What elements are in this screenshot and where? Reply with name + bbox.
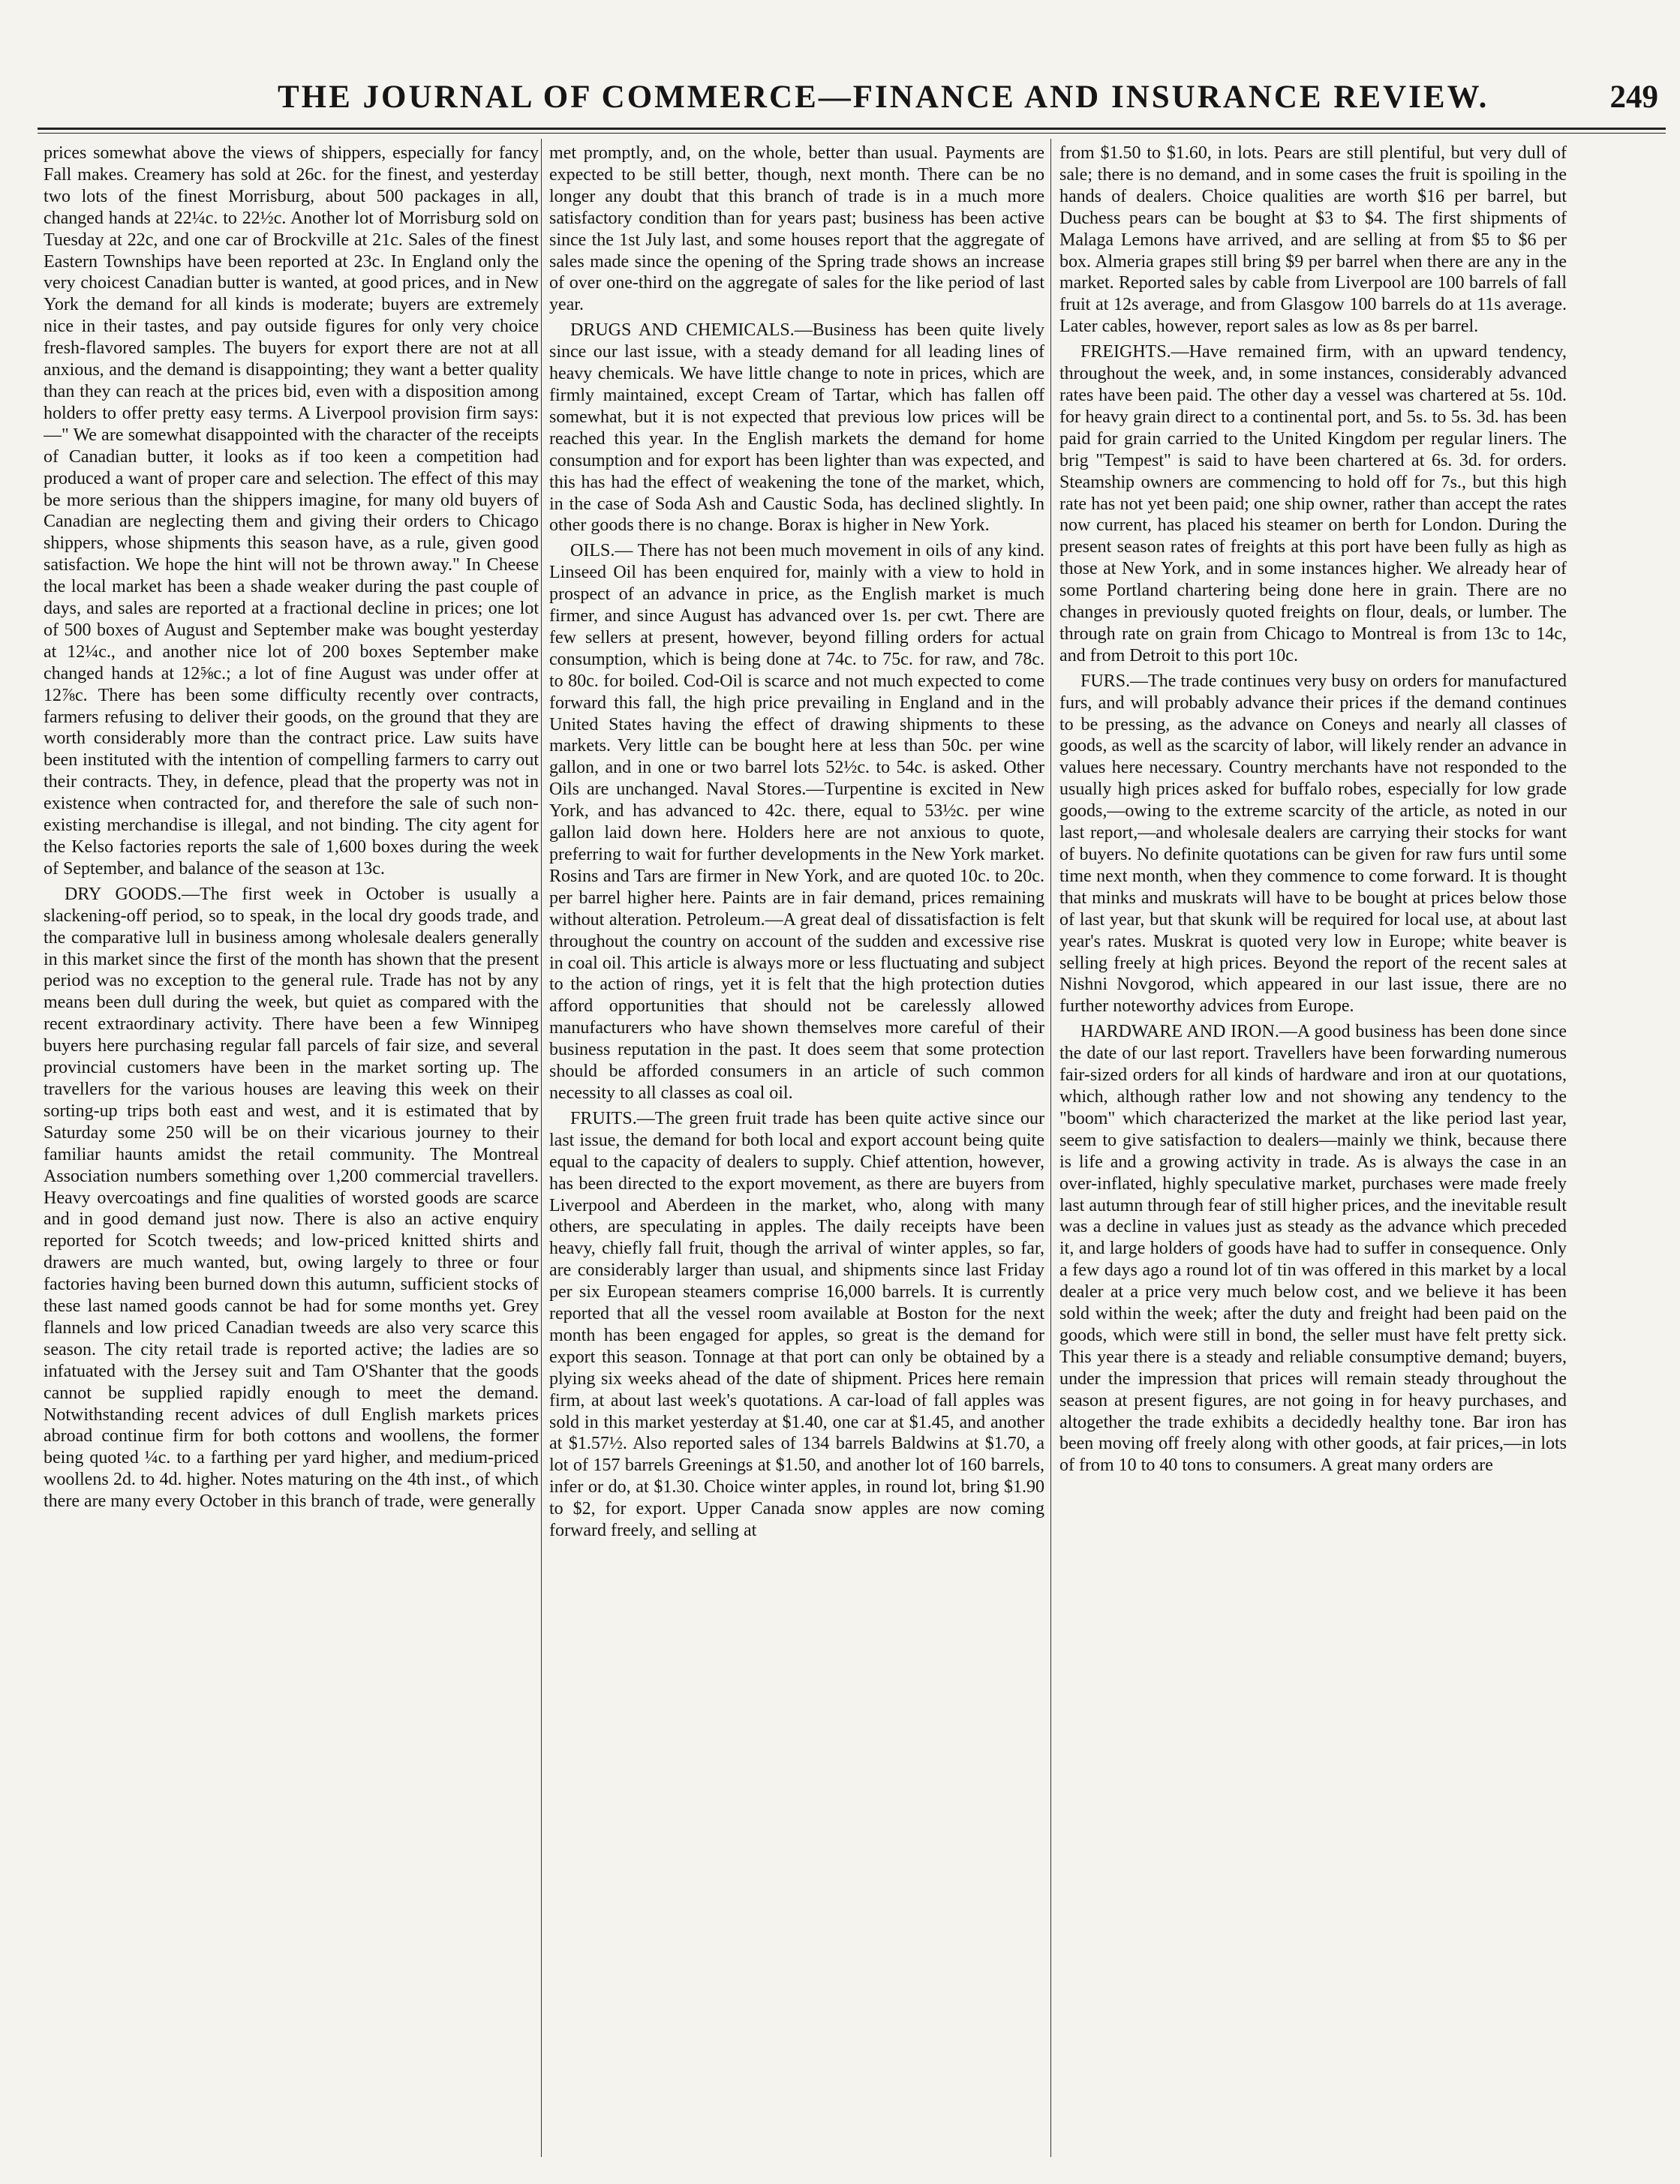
journal-title: THE JOURNAL OF COMMERCE—FINANCE AND INSURANCE REVIEW.	[278, 80, 1489, 115]
column-2	[549, 143, 1044, 2153]
article-paragraph: HARDWARE AND IRON.—A good business has been done since the date of our last report. Travellers have been forwarding numerous fair-sized orders for all kinds of hardware and iron at our quotations, which, although rather low and not showing any tendency to the "boom" which characterized the market at the like period last year, seem to give satisfaction to dealers—mainly we think, because there is life and a growing activity in trade. As is always the case in an over-inflated, highly speculative market, purchases were made freely last autumn through fear of still higher prices, and the inevitable result was a decline in values just as steady as the advance which preceded it, and large holders of goods have had to suffer in consequence. Only a few days ago a round lot of tin was offered in this market by a local dealer at a price very much below cost, and we believe it has been sold within the week; after the duty and freight had been paid on the goods, which were still in bond, the seller must have felt pretty sick. This year there is a steady and reliable consumptive demand; buyers, under the impression that prices will remain steady throughout the season at present figures, are not going in for heavy purchases, and altogether the trade exhibits a decidedly healthy tone. Bar iron has been moving off freely along with other goods, at fair prices,—in lots of from 10 to 40 tons to consumers. A great many orders are	[1059, 1022, 1567, 1476]
page-header	[38, 79, 1666, 124]
article-paragraph: DRY GOODS.—The first week in October is usually a slackening-off period, so to speak, in the local dry goods trade, and the comparative lull in business among wholesale dealers generally in this market since the first of the month has shown that the present period was no exception to the general rule. Trade has not by any means been dull during the week, but quiet as compared with the recent extraordinary activity. There have been a few Winnipeg buyers here purchasing regular fall parcels of fair size, and several provincial customers have been in the market sorting up. The travellers for the various houses are leaving this week on their sorting-up trips both east and west, and it is estimated that by Saturday some 250 will be on their vicarious journey to their familiar haunts amidst the retail community. The Montreal Association numbers something over 1,200 commercial travellers. Heavy overcoatings and fine qualities of worsted goods are scarce and in good demand just now. There is also an active enquiry reported for Scotch tweeds; and low-priced knitted shirts and drawers are much wanted, but, owing largely to three or four factories having been burned down this autumn, sufficient stocks of these last named goods cannot be had for some months yet. Grey flannels and low priced Canadian tweeds are also very scarce this season. The city retail trade is reported active; the ladies are so infatuated with the Jersey suit and Tam O'Shanter that the goods cannot be supplied rapidly enough to meet the demand. Notwithstanding recent advices of dull English markets prices abroad continue firm for both cottons and woollens, the former being quoted ¼c. to a farthing per yard higher, and medium-priced woollens 2d. to 4d. higher. Notes maturing on the 4th inst., of which there are many every October in this branch of trade, were generally	[44, 884, 539, 1512]
article-paragraph: FREIGHTS.—Have remained firm, with an upward tendency, throughout the week, and, in some instances, considerably advanced rates have been paid. The other day a vessel was chartered at 5s. 10d. for heavy grain direct to a continental port, and 5s. to 5s. 3d. has been paid for grain carried to the United Kingdom per regular liners. The brig "Tempest" is said to have been chartered at 6s. 3d. for orders. Steamship owners are commencing to hold off for 7s., but this high rate has not yet been paid; one ship owner, rather than accept the rates now current, has placed his steamer on berth for London. During the present season rates of freights at this port have been fully as high as those at New York, and in some instances higher. We already hear of some Portland chartering being done here in grain. There are no changes in previously quoted freights on flour, deals, or lumber. The through rate on grain from Chicago to Montreal is from 13c to 14c, and from Detroit to this port 10c.	[1059, 342, 1567, 665]
column-3	[1059, 143, 1567, 2153]
article-paragraph: DRUGS AND CHEMICALS.—Business has been quite lively since our last issue, with a steady demand for all leading lines of heavy chemicals. We have little change to note in prices, which are firmly maintained, except Cream of Tartar, which has fallen off somewhat, but it is not expected that previous low prices will be reached this year. In the English markets the demand for home consumption and for export has been lighter than was expected, and this has had the effect of weakening the tone of the market, which, in the case of Soda Ash and Caustic Soda, has declined slightly. In other goods there is no change. Borax is higher in New York.	[549, 320, 1044, 536]
column-1	[44, 143, 539, 2153]
column-divider	[1050, 139, 1051, 2157]
article-paragraph: from $1.50 to $1.60, in lots. Pears are still plentiful, but very dull of sale; there is no demand, and in some cases the fruit is spoiling in the hands of dealers. Choice qualities are worth $16 per barrel, but Duchess pears can be bought at $3 to $4. The first shipments of Malaga Lemons have arrived, and are selling at from $5 to $6 per box. Almeria grapes still bring $9 per barrel when there are any in the market. Reported sales by cable from Liverpool are 100 barrels of fall fruit at 12s average, and from Glasgow 100 barrels do at 11s average. Later cables, however, report sales as low as 8s per barrel.	[1059, 143, 1567, 337]
article-paragraph: met promptly, and, on the whole, better than usual. Payments are expected to be still better, though, next month. There can be no longer any doubt that this branch of trade is in a much more satisfactory condition than for years past; business has been active since the 1st July last, and some houses report that the aggregate of sales made since the opening of the Spring trade shows an increase of over one-third on the aggregate of sales for the like period of last year.	[549, 143, 1044, 315]
article-paragraph: FURS.—The trade continues very busy on orders for manufactured furs, and will probably advance their prices if the demand continues to be pressing, as the advance on Coneys and nearly all classes of goods, as well as the scarcity of labor, will likely render an advance in values here necessary. Country merchants have not responded to the usually high prices asked for buffalo robes, especially for low grade goods,—owing to the extreme scarcity of the article, as noted in our last report,—and wholesale dealers are carrying their stocks for want of buyers. No definite quotations can be given for raw furs until some time next month, when they commence to come forward. It is thought that minks and muskrats will have to be bought at prices below those of last year, but that skunk will be required for local use, at about last year's rates. Muskrat is quoted very low in Europe; white beaver is selling freely at high prices. Beyond the report of the recent sales at Nishni Novgorod, which appeared in our last issue, there are no further noteworthy advices from Europe.	[1059, 671, 1567, 1017]
page-number: 249	[1609, 80, 1658, 115]
article-paragraph: OILS.— There has not been much movement in oils of any kind. Linseed Oil has been enquired for, mainly with a view to hold in prospect of an advance in price, as the English market is much firmer, and since August has advanced over 1s. per cwt. There are few sellers at present, however, beyond filling orders for actual consumption, which is being done at 74c. to 75c. for raw, and 78c. to 80c. for boiled. Cod-Oil is scarce and not much expected to come forward this fall, the high price prevailing in England and in the United States having the effect of drawing shipments to these markets. Very little can be bought here at less than 50c. per wine gallon, and in one or two barrel lots 52½c. to 54c. is asked. Other Oils are unchanged. Naval Stores.—Turpentine is excited in New York, and has advanced to 42c. there, equal to 53½c. per wine gallon laid down here. Holders here are not anxious to quote, preferring to wait for further developments in the New York market. Rosins and Tars are firmer in New York, and are quoted 10c. to 20c. per barrel higher here. Paints are in fair demand, prices remaining without alteration. Petroleum.—A great deal of dissatisfaction is felt throughout the country on account of the sudden and excessive rise in coal oil. This article is always more or less fluctuating and subject to the action of rings, yet it is felt that the high protection duties afford opportunities that should not be carelessly allowed manufacturers who have shown themselves more careful of their business reputation in the past. It does seem that some protection should be afforded consumers in an article of such common necessity to all classes as coal oil.	[549, 541, 1044, 1103]
article-paragraph: FRUITS.—The green fruit trade has been quite active since our last issue, the demand for both local and export account being quite equal to the capacity of dealers to supply. Chief attention, however, has been directed to the export movement, as there are buyers from Liverpool and Aberdeen in the market, who, along with many others, are speculating in apples. The daily receipts have been heavy, chiefly fall fruit, though the arrival of winter apples, so far, are considerably larger than usual, and shipments since last Friday per six European steamers comprise 16,000 barrels. It is currently reported that all the vessel room available at Boston for the next month has been engaged for apples, so great is the demand for export this season. Tonnage at that port can only be obtained by a plying six weeks ahead of the date of shipment. Prices here remain firm, at about last week's quotations. A car-load of fall apples was sold in this market yesterday at $1.40, one car at $1.45, and another at $1.57½. Also reported sales of 134 barrels Baldwins at $1.70, a lot of 157 barrels Greenings at $1.50, and another lot of 160 barrels, infer or do, at $1.30. Choice winter apples, in round lot, bring $1.90 to $2, for export. Upper Canada snow apples are now coming forward freely, and selling at	[549, 1108, 1044, 1541]
header-rule	[38, 128, 1666, 134]
column-divider	[541, 139, 542, 2157]
article-paragraph: prices somewhat above the views of shippers, especially for fancy Fall makes. Creamery has sold at 26c. for the finest, and yesterday two lots of the finest Morrisburg, about 500 packages in all, changed hands at 22¼c. to 22½c. Another lot of Morrisburg sold on Tuesday at 22c, and one car of Brockville at 21c. Sales of the finest Eastern Townships have been reported at 23c. In England only the very choicest Canadian butter is wanted, at good prices, and in New York the demand for all kinds is moderate; buyers are extremely nice in their tastes, and pay outside figures for only very choice fresh-flavored samples. The buyers for export there are not at all anxious, and the demand is disappointing; they want a better quality than they can reach at the prices bid, even with a disposition among holders to offer pretty easy terms. A Liverpool provision firm says:—" We are somewhat disappointed with the character of the receipts of Canadian butter, it looks as if too keen a competition had produced a want of proper care and selection. The effect of this may be more serious than the shippers imagine, for many old buyers of Canadian are neglecting them and giving their orders to Chicago shippers, whose shipments this season have, as a rule, given good satisfaction. We hope the hint will not be thrown away." In Cheese the local market has been a shade weaker during the past couple of days, and sales are reported at a fractional decline in prices; one lot of 500 boxes of August and September make was bought yesterday at 12¼c., and another nice lot of 200 boxes September make changed hands at 12⅝c.; a lot of fine August was under offer at 12⅞c. There has been some difficulty recently over contracts, farmers refusing to deliver their goods, on the ground that they are worth considerably more than the contract price. Law suits have been instituted with the intention of compelling farmers to carry out their contracts. They, in defence, plead that the property was not in existence when contracted for, and therefore the sale of such non-existing merchandise is illegal, and not binding. The city agent for the Kelso factories reports the sale of 1,600 boxes during the week of September, and balance of the season at 13c.	[44, 143, 539, 879]
